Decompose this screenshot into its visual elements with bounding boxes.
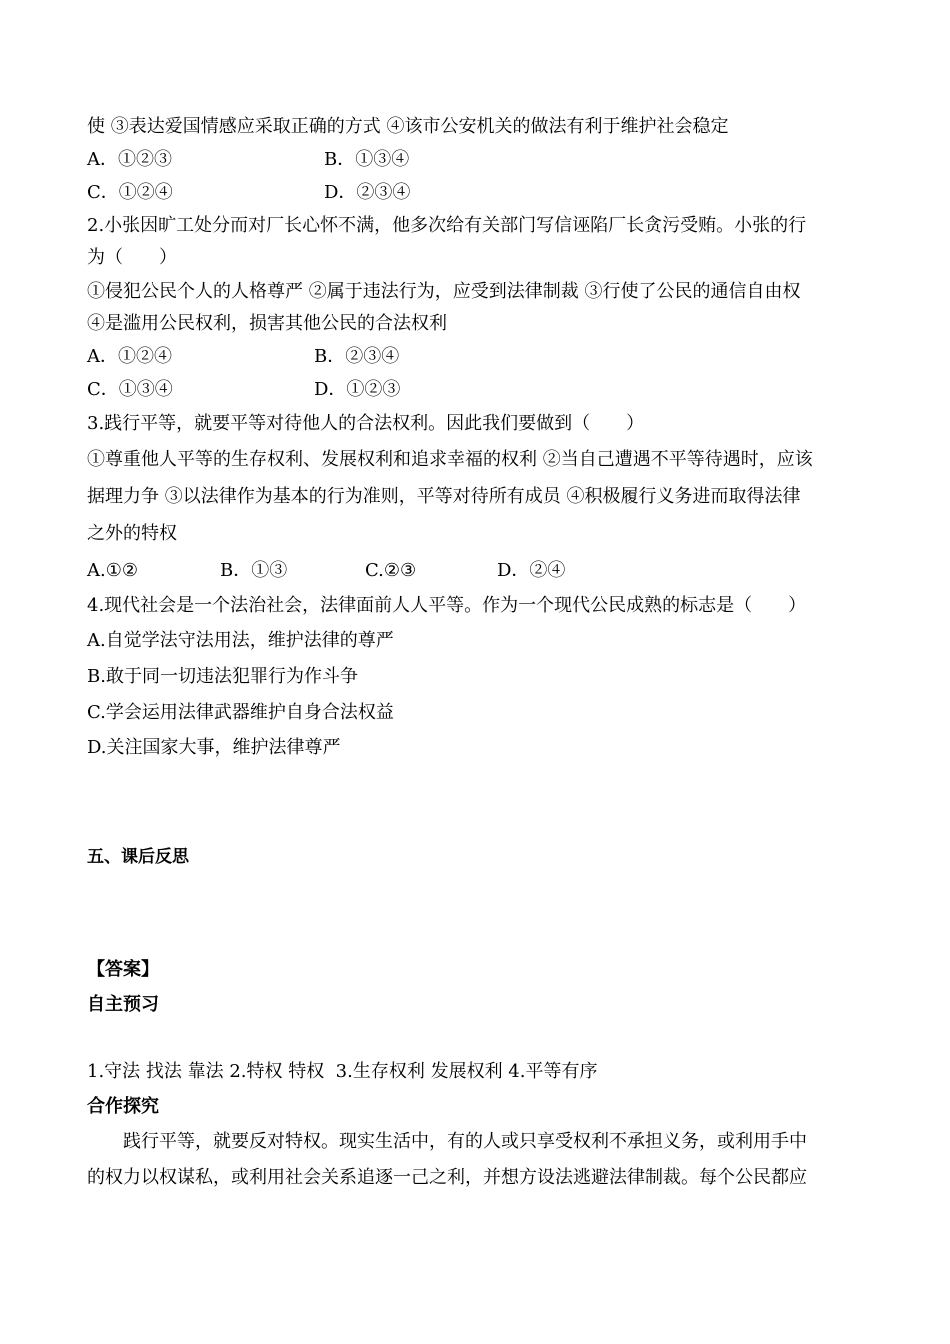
q1-option-a: A．①②③ bbox=[87, 149, 172, 170]
coop-text-1: 践行平等，就要反对特权。现实生活中，有的人或只享受权利不承担义务，或利用手中 bbox=[87, 1131, 807, 1152]
q3-items-1: ①尊重他人平等的生存权利、发展权利和追求幸福的权利 ②当自己遭遇不平等待遇时，应该 bbox=[87, 449, 813, 470]
q3-option-d: D．②④ bbox=[497, 560, 566, 581]
q4-option-a: A.自觉学法守法用法，维护法律的尊严 bbox=[87, 630, 394, 651]
coop-text-2: 的权力以权谋私，或利用社会关系追逐一己之利，并想方设法逃避法律制裁。每个公民都应 bbox=[87, 1167, 807, 1188]
q1-tail: 使 ③表达爱国情感应采取正确的方式 ④该市公安机关的做法有利于维护社会稳定 bbox=[87, 116, 729, 137]
q2-option-b: B．②③④ bbox=[314, 346, 400, 367]
q2-stem-2: 为（ ） bbox=[87, 247, 177, 268]
preview-answers: 1.守法 找法 靠法 2.特权 特权 3.生存权利 发展权利 4.平等有序 bbox=[87, 1061, 598, 1082]
q4-option-d: D.关注国家大事，维护法律尊严 bbox=[87, 737, 341, 758]
q3-option-b: B．①③ bbox=[220, 560, 288, 581]
q1-option-c: C．①②④ bbox=[87, 182, 173, 203]
answers-heading: 【答案】 bbox=[87, 959, 159, 980]
q2-stem-1: 2.小张因旷工处分而对厂长心怀不满，他多次给有关部门写信诬陷厂长贪污受贿。小张的行 bbox=[87, 215, 807, 236]
q3-option-a: A.①② bbox=[87, 560, 138, 581]
q2-option-d: D．①②③ bbox=[314, 379, 401, 400]
q4-stem: 4.现代社会是一个法治社会，法律面前人人平等。作为一个现代公民成熟的标志是（ ） bbox=[87, 595, 807, 616]
q3-option-c: C.②③ bbox=[365, 560, 417, 581]
q2-items-1: ①侵犯公民个人的人格尊严 ②属于违法行为，应受到法律制裁 ③行使了公民的通信自由权 bbox=[87, 281, 801, 302]
q2-option-a: A．①②④ bbox=[87, 346, 172, 367]
q2-option-c: C．①③④ bbox=[87, 379, 173, 400]
q3-stem: 3.践行平等，就要平等对待他人的合法权利。因此我们要做到（ ） bbox=[87, 413, 645, 434]
q2-items-2: ④是滥用公民权利，损害其他公民的合法权利 bbox=[87, 313, 447, 334]
q3-items-3: 之外的特权 bbox=[87, 523, 177, 544]
coop-heading: 合作探究 bbox=[87, 1096, 159, 1117]
q4-option-b: B.敢于同一切违法犯罪行为作斗争 bbox=[87, 666, 358, 687]
q4-option-c: C.学会运用法律武器维护自身合法权益 bbox=[87, 702, 394, 723]
q3-items-2: 据理力争 ③以法律作为基本的行为准则，平等对待所有成员 ④积极履行义务进而取得法律 bbox=[87, 486, 801, 507]
q1-option-d: D．②③④ bbox=[324, 182, 411, 203]
q1-option-b: B．①③④ bbox=[324, 149, 410, 170]
section-5-heading: 五、课后反思 bbox=[87, 847, 189, 867]
preview-heading: 自主预习 bbox=[87, 994, 159, 1015]
